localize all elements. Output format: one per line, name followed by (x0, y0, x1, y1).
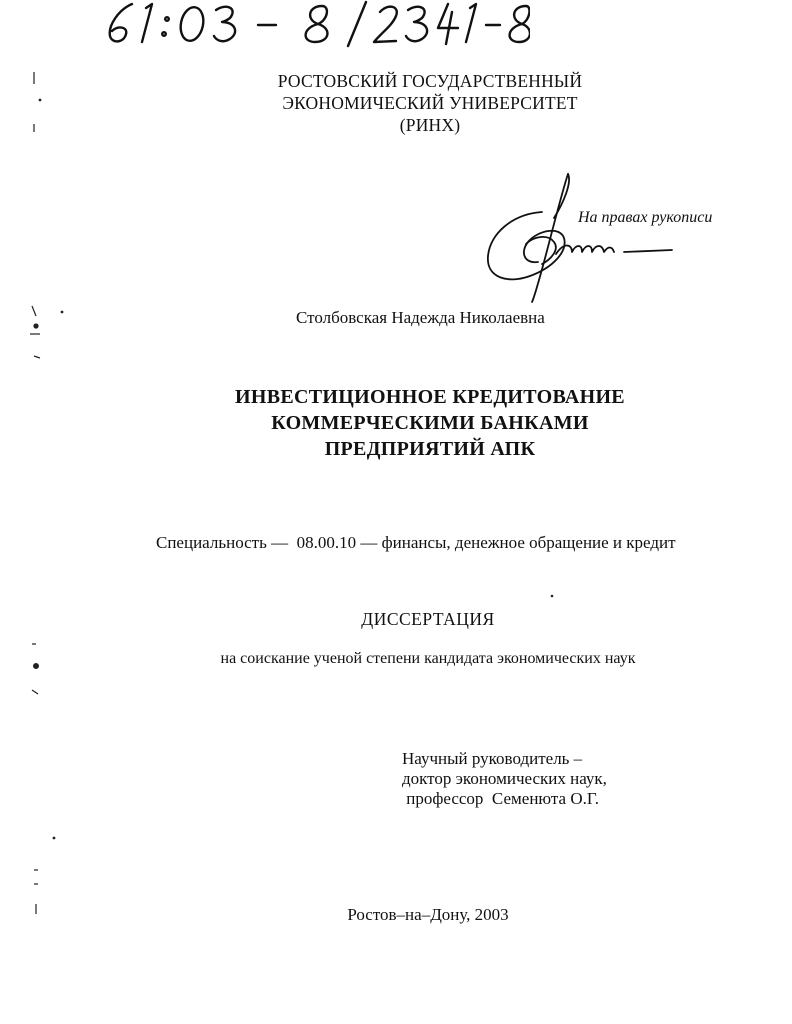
author-name: Столбовская Надежда Николаевна (296, 308, 545, 327)
specialty-label: Специальность — (156, 533, 289, 552)
scientific-supervisor (402, 749, 607, 809)
university-line-1: РОСТОВСКИЙ ГОСУДАРСТВЕННЫЙ (277, 71, 583, 91)
document-type: ДИССЕРТАЦИЯ (361, 609, 495, 629)
title-line-3: ПРЕДПРИЯТИЙ АПК (324, 438, 536, 460)
supervisor-line-1: Научный руководитель – (402, 749, 583, 768)
specialty-line (156, 533, 676, 553)
university-line-2: ЭКОНОМИЧЕСКИЙ УНИВЕРСИТЕТ (282, 93, 578, 113)
specialty-description: — финансы, денежное обращение и кредит (360, 533, 676, 552)
thesis-title (140, 384, 720, 462)
title-line-2: КОММЕРЧЕСКИМИ БАНКАМИ (271, 412, 589, 434)
university-name (200, 70, 660, 136)
author-signature (472, 172, 692, 307)
supervisor-line-2: доктор экономических наук, (402, 769, 607, 788)
manuscript-rights-note: На правах рукописи (578, 209, 713, 226)
degree-statement: на соискание ученой степени кандидата экономических наук (220, 650, 636, 667)
specialty-code: 08.00.10 (296, 533, 357, 552)
title-line-1: ИНВЕСТИЦИОННОЕ КРЕДИТОВАНИЕ (235, 386, 625, 408)
university-line-3: (РИНХ) (399, 115, 461, 135)
handwritten-archive-code (60, 0, 530, 50)
supervisor-line-3: профессор Семенюта О.Г. (402, 789, 600, 808)
place-and-year: Ростов–на–Дону, 2003 (347, 905, 509, 924)
